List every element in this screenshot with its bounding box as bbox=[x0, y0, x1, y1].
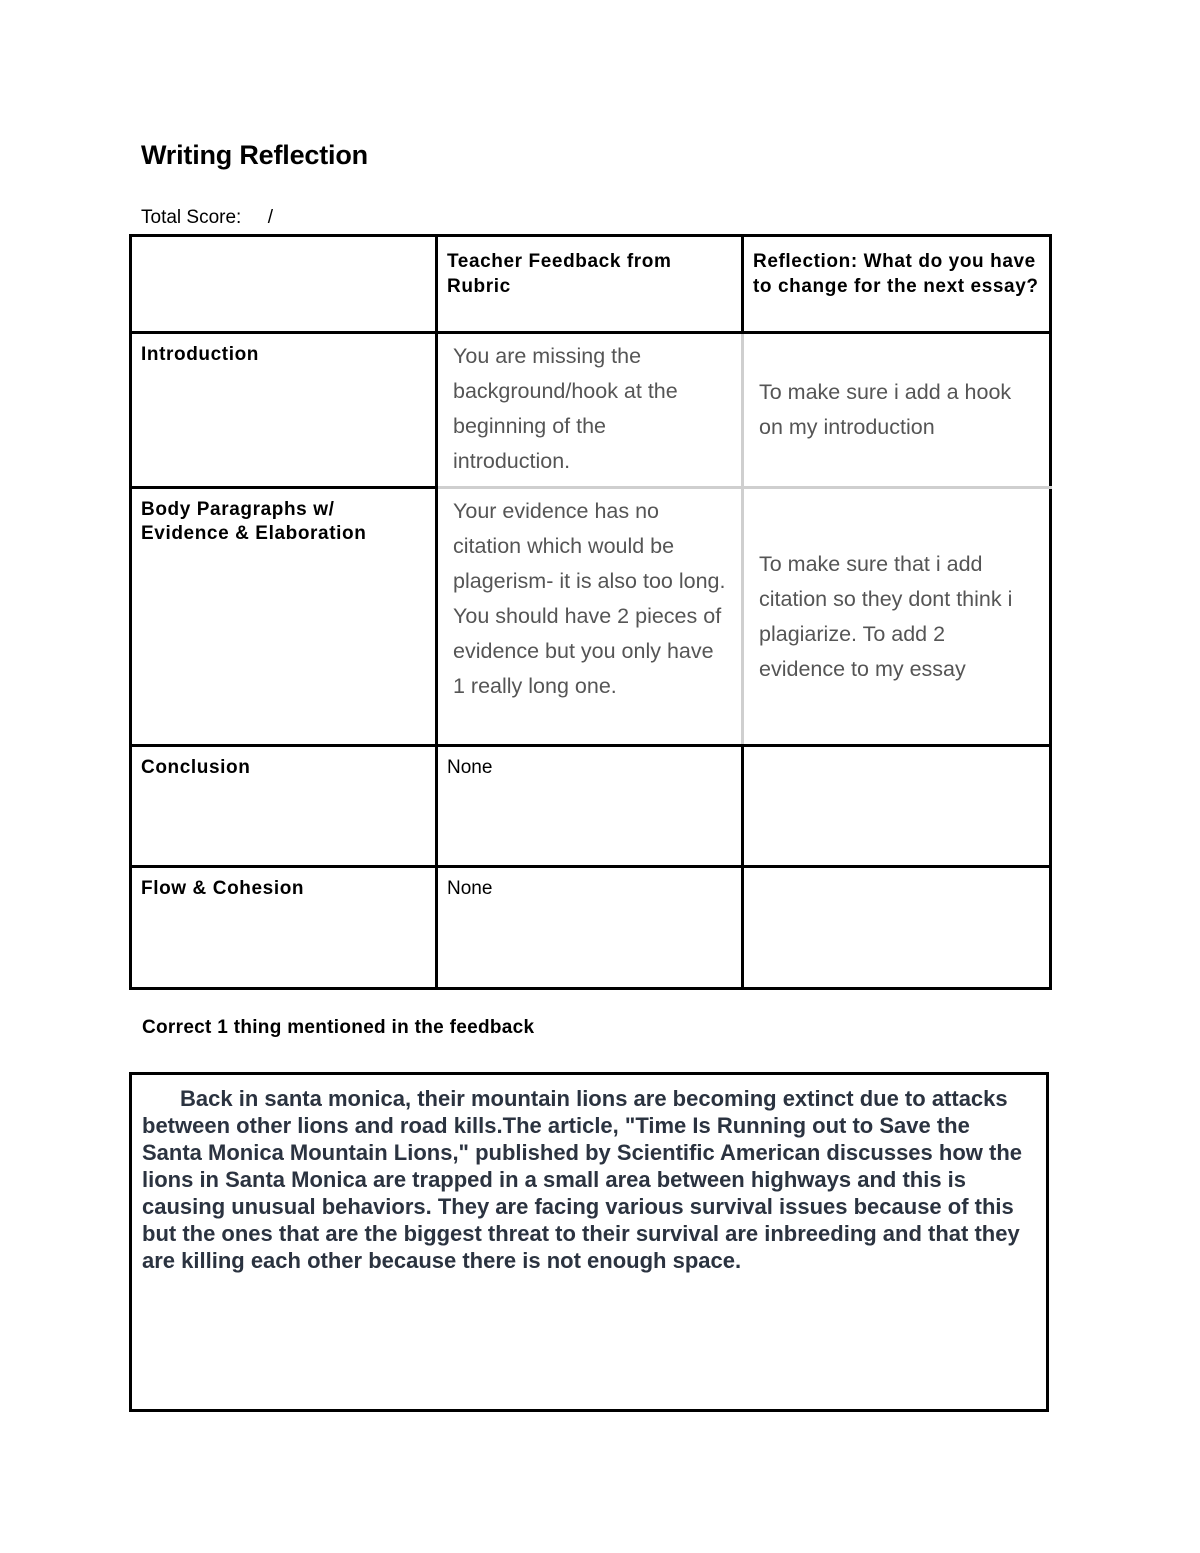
row-label-cell bbox=[131, 333, 437, 488]
total-score-label: Total Score: / bbox=[141, 207, 273, 228]
reflection-text bbox=[744, 868, 1049, 877]
header-reflection-cell bbox=[743, 236, 1051, 333]
header-reflection: Reflection: What do you have to change for the next essay? bbox=[753, 251, 1039, 297]
reflection-cell bbox=[743, 746, 1051, 867]
feedback-cell bbox=[437, 867, 743, 989]
row-label-cell bbox=[131, 867, 437, 989]
reflection-cell bbox=[743, 333, 1051, 488]
row-label: Body Paragraphs w/ Evidence & Elaboration bbox=[141, 499, 367, 544]
table-header-row bbox=[131, 236, 1051, 333]
correction-answer-box[interactable] bbox=[129, 1072, 1049, 1412]
row-label: Conclusion bbox=[141, 757, 251, 778]
correction-heading: Correct 1 thing mentioned in the feedback bbox=[142, 1017, 535, 1038]
table-row bbox=[131, 333, 1051, 488]
feedback-text: You are missing the background/hook at the beginning of the introduction. bbox=[453, 344, 678, 473]
feedback-cell bbox=[437, 333, 743, 488]
table-row bbox=[131, 867, 1051, 989]
reflection-text: To make sure that i add citation so they dont think i plagiarize. To add 2 evidence to my essay bbox=[759, 551, 1013, 681]
header-feedback: Teacher Feedback from Rubric bbox=[447, 251, 672, 297]
correction-answer-text: Back in santa monica, their mountain lions are becoming extinct due to attacks between other lions and road kills.The article, "Time Is Running out to Save the Santa Monica Mountain Lions," published by Scientific American discusses how the lions in Santa Monica are trapped in a small area between highways and this is causing unusual behaviors. They are facing various survival issues because of this but the ones that are the biggest threat to their survival are inbreeding and that they are killing each other because there is not enough space. bbox=[142, 1086, 1022, 1273]
feedback-text: None bbox=[447, 757, 493, 778]
row-label-cell bbox=[131, 488, 437, 746]
reflection-cell bbox=[743, 867, 1051, 989]
reflection-text: To make sure i add a hook on my introduction bbox=[759, 380, 1012, 439]
page-title: Writing Reflection bbox=[141, 140, 368, 170]
reflection-cell bbox=[743, 488, 1051, 746]
feedback-cell bbox=[437, 746, 743, 867]
feedback-text: Your evidence has no citation which would be plagerism- it is also too long. You should have 2 pieces of evidence but you only have 1 really long one. bbox=[453, 499, 726, 698]
table-row bbox=[131, 746, 1051, 867]
row-label: Introduction bbox=[141, 344, 260, 365]
feedback-cell bbox=[437, 488, 743, 746]
row-label: Flow & Cohesion bbox=[141, 878, 305, 899]
header-empty-cell bbox=[131, 236, 437, 333]
rubric-table bbox=[129, 234, 1052, 990]
row-label-cell bbox=[131, 746, 437, 867]
feedback-text: None bbox=[447, 878, 493, 899]
reflection-text bbox=[744, 747, 1049, 756]
header-feedback-cell bbox=[437, 236, 743, 333]
table-row bbox=[131, 488, 1051, 746]
